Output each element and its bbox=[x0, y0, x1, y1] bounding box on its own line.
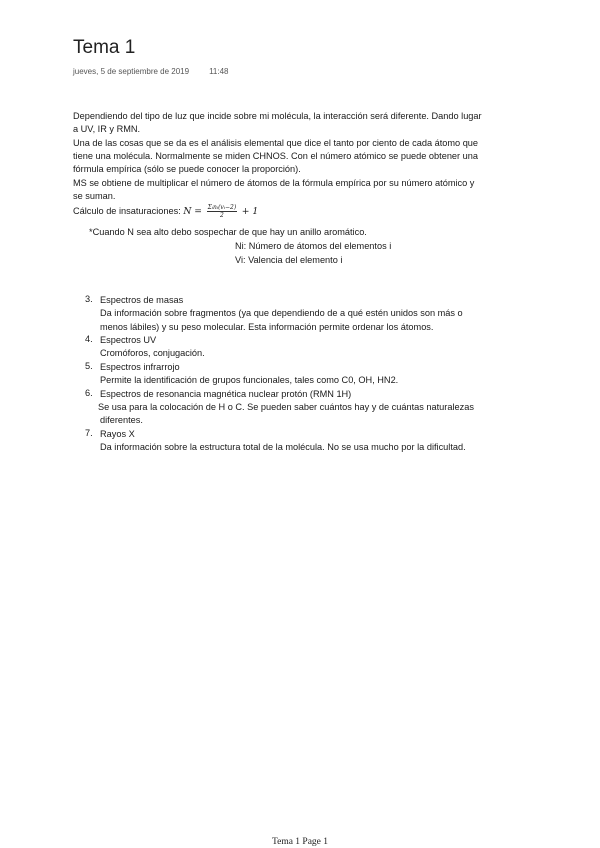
formula-numerator: Σᵢnᵢ(vᵢ−2) bbox=[207, 204, 237, 211]
list-item bbox=[85, 294, 474, 334]
list-number: 4. bbox=[85, 334, 93, 345]
list-description: Permite la identificación de grupos funcionales, tales como C0, OH, HN2. bbox=[100, 375, 399, 386]
list-item bbox=[85, 334, 474, 361]
list-number: 6. bbox=[85, 387, 93, 398]
list-heading: Rayos X bbox=[100, 428, 135, 439]
body-line: Dependiendo del tipo de luz que incide sobre mi molécula, la interacción será diferente. Dando lugar bbox=[73, 111, 482, 121]
numbered-list bbox=[85, 294, 474, 455]
formula-rhs: + 1 bbox=[241, 205, 259, 217]
list-description: Da información sobre la estructura total de la molécula. No se usa mucho por la dificultad. bbox=[100, 442, 466, 453]
page-footer: Tema 1 Page 1 bbox=[271, 837, 329, 847]
page-timestamp bbox=[73, 67, 229, 76]
list-description: diferentes. bbox=[100, 415, 143, 426]
body-line: tiene una molécula. Normalmente se miden CHNOS. Con el número atómico se puede obtener una bbox=[73, 151, 478, 161]
list-item bbox=[85, 428, 474, 455]
list-description: Cromóforos, conjugación. bbox=[100, 348, 205, 359]
body-line: a UV, IR y RMN. bbox=[73, 124, 141, 134]
body-line: MS se obtiene de multiplicar el número de átomos de la fórmula empírica por su número atómico y bbox=[73, 178, 475, 188]
page-title: Tema 1 bbox=[73, 37, 136, 58]
definition-vi: Vi: Valencia del elemento i bbox=[235, 255, 343, 265]
list-description: Se usa para la colocación de H o C. Se pueden saber cuántos hay y de cuántas naturalezas bbox=[98, 401, 474, 412]
list-heading: Espectros infrarrojo bbox=[100, 361, 180, 372]
page-date: jueves, 5 de septiembre de 2019 bbox=[73, 67, 190, 76]
list-description: menos lábiles) y su peso molecular. Esta información permite ordenar los átomos. bbox=[100, 321, 434, 332]
list-number: 3. bbox=[85, 294, 93, 304]
formula-line bbox=[73, 204, 258, 219]
list-description: Da información sobre fragmentos (ya que dependiendo de a qué estén unidos son más o bbox=[100, 308, 463, 319]
formula-denominator: 2 bbox=[219, 212, 224, 219]
list-item bbox=[85, 361, 474, 388]
formula-lhs: N = bbox=[183, 205, 202, 217]
body-line: Una de las cosas que se da es el análisis elemental que dice el tanto por ciento de cada átomo que bbox=[73, 138, 479, 148]
note-line: *Cuando N sea alto debo sospechar de que hay un anillo aromático. bbox=[89, 227, 367, 237]
formula-fraction bbox=[207, 204, 238, 219]
list-item bbox=[85, 388, 474, 428]
list-heading: Espectros de masas bbox=[100, 295, 184, 305]
formula-label: Cálculo de insaturaciones: bbox=[73, 205, 181, 216]
body-line: se suman. bbox=[73, 191, 116, 201]
list-heading: Espectros UV bbox=[100, 335, 157, 346]
list-heading: Espectros de resonancia magnética nuclear protón (RMN 1H) bbox=[100, 388, 352, 399]
list-number: 7. bbox=[85, 427, 93, 438]
definition-ni: Ni: Número de átomos del elementos i bbox=[235, 241, 392, 251]
page-time: 11:48 bbox=[209, 67, 229, 76]
body-line: fórmula empírica (sólo se puede conocer la proporción). bbox=[73, 164, 301, 174]
list-number: 5. bbox=[85, 360, 93, 371]
